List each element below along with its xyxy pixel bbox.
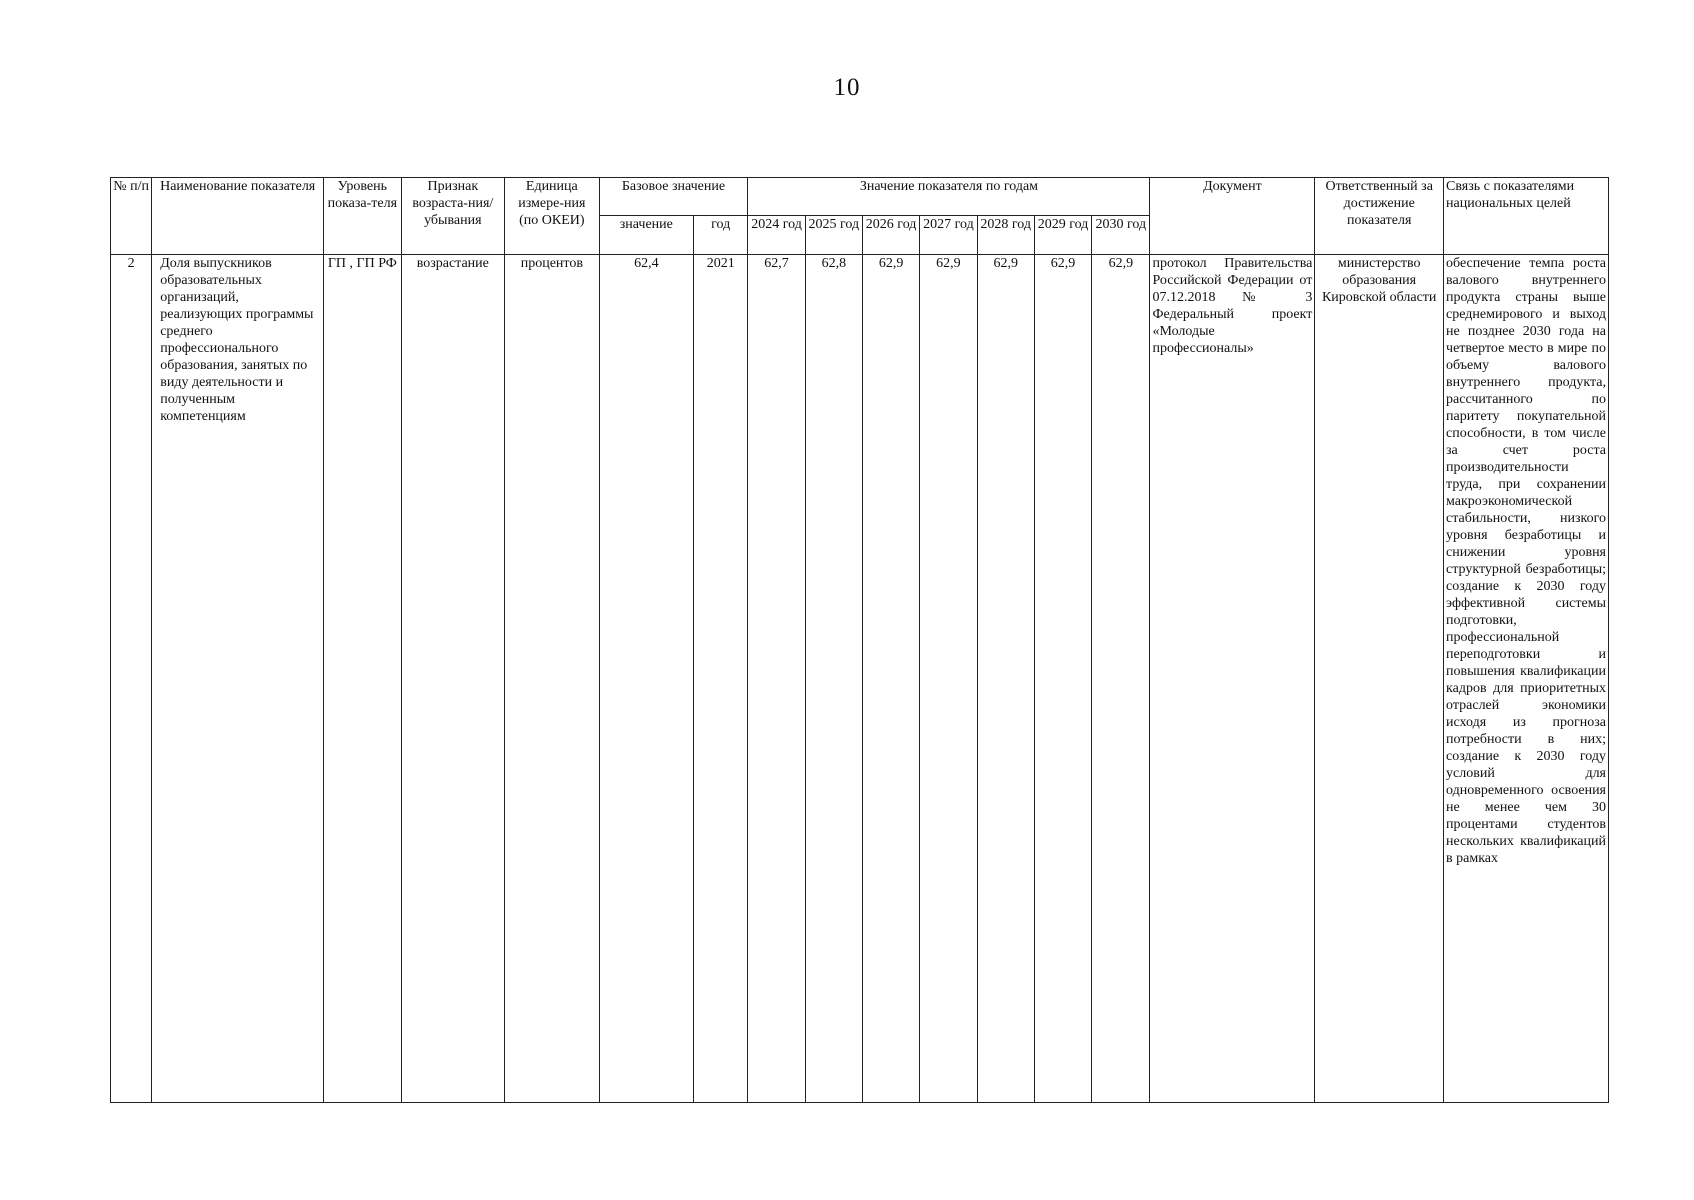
header-unit: Единица измере-ния (по ОКЕИ) (505, 178, 600, 255)
base-year: 2021 (694, 255, 748, 1103)
value-2030: 62,9 (1092, 255, 1150, 1103)
header-year-2028: 2028 год (977, 216, 1034, 255)
document-text: протокол Правительства Российской Федерации от 07.12.2018 № 3 Федеральный проект «Молодые профессионалы» (1150, 255, 1315, 1103)
value-2028: 62,9 (977, 255, 1034, 1103)
header-base-year: год (694, 216, 748, 255)
header-year-2027: 2027 год (920, 216, 977, 255)
header-year-2030: 2030 год (1092, 216, 1150, 255)
header-responsible: Ответственный за достижение показателя (1315, 178, 1444, 255)
value-2026: 62,9 (862, 255, 919, 1103)
indicator-unit: процентов (505, 255, 600, 1103)
header-year-2024: 2024 год (748, 216, 805, 255)
header-year-2026: 2026 год (862, 216, 919, 255)
header-name: Наименование показателя (152, 178, 324, 255)
value-2024: 62,7 (748, 255, 805, 1103)
page-number: 10 (833, 74, 861, 101)
header-level: Уровень показа-теля (324, 178, 401, 255)
table-row (111, 255, 1609, 1103)
indicators-table (110, 177, 1609, 1103)
header-year-2025: 2025 год (805, 216, 862, 255)
value-2025: 62,8 (805, 255, 862, 1103)
header-years-group: Значение показателя по годам (748, 178, 1150, 216)
header-year-2029: 2029 год (1034, 216, 1091, 255)
indicator-trend: возрастание (401, 255, 505, 1103)
indicator-name: Доля выпускников образовательных организаций, реализующих программы среднего профессионального образования, занятых по виду деятельности и полученным компетенциям (152, 255, 324, 1103)
header-row-1 (111, 178, 1609, 216)
indicator-level: ГП , ГП РФ (324, 255, 401, 1103)
base-value: 62,4 (599, 255, 694, 1103)
header-base: Базовое значение (599, 178, 748, 216)
header-links: Связь с показателями национальных целей (1444, 178, 1609, 255)
header-base-value: значение (599, 216, 694, 255)
header-num: № п/п (111, 178, 152, 255)
header-trend: Признак возраста-ния/ убывания (401, 178, 505, 255)
value-2029: 62,9 (1034, 255, 1091, 1103)
responsible-text: министерство образования Кировской области (1315, 255, 1444, 1103)
value-2027: 62,9 (920, 255, 977, 1103)
row-num: 2 (111, 255, 152, 1103)
national-goals-links: обеспечение темпа роста валового внутреннего продукта страны выше среднемирового и выход не позднее 2030 года на четвертое место в мире по объему валового внутреннего продукта, рассчитанного по паритету покупательной способности, в том числе за счет роста производительности труда, при сохранении макроэкономической стабильности, низкого уровня безработицы и снижении уровня структурной безработицы; создание к 2030 году эффективной системы подготовки, профессиональной переподготовки и повышения квалификации кадров для приоритетных отраслей экономики исходя из прогноза потребности в них; создание к 2030 году условий для одновременного освоения не менее чем 30 процентами студентов нескольких квалификаций в рамках (1444, 255, 1609, 1103)
header-document: Документ (1150, 178, 1315, 255)
